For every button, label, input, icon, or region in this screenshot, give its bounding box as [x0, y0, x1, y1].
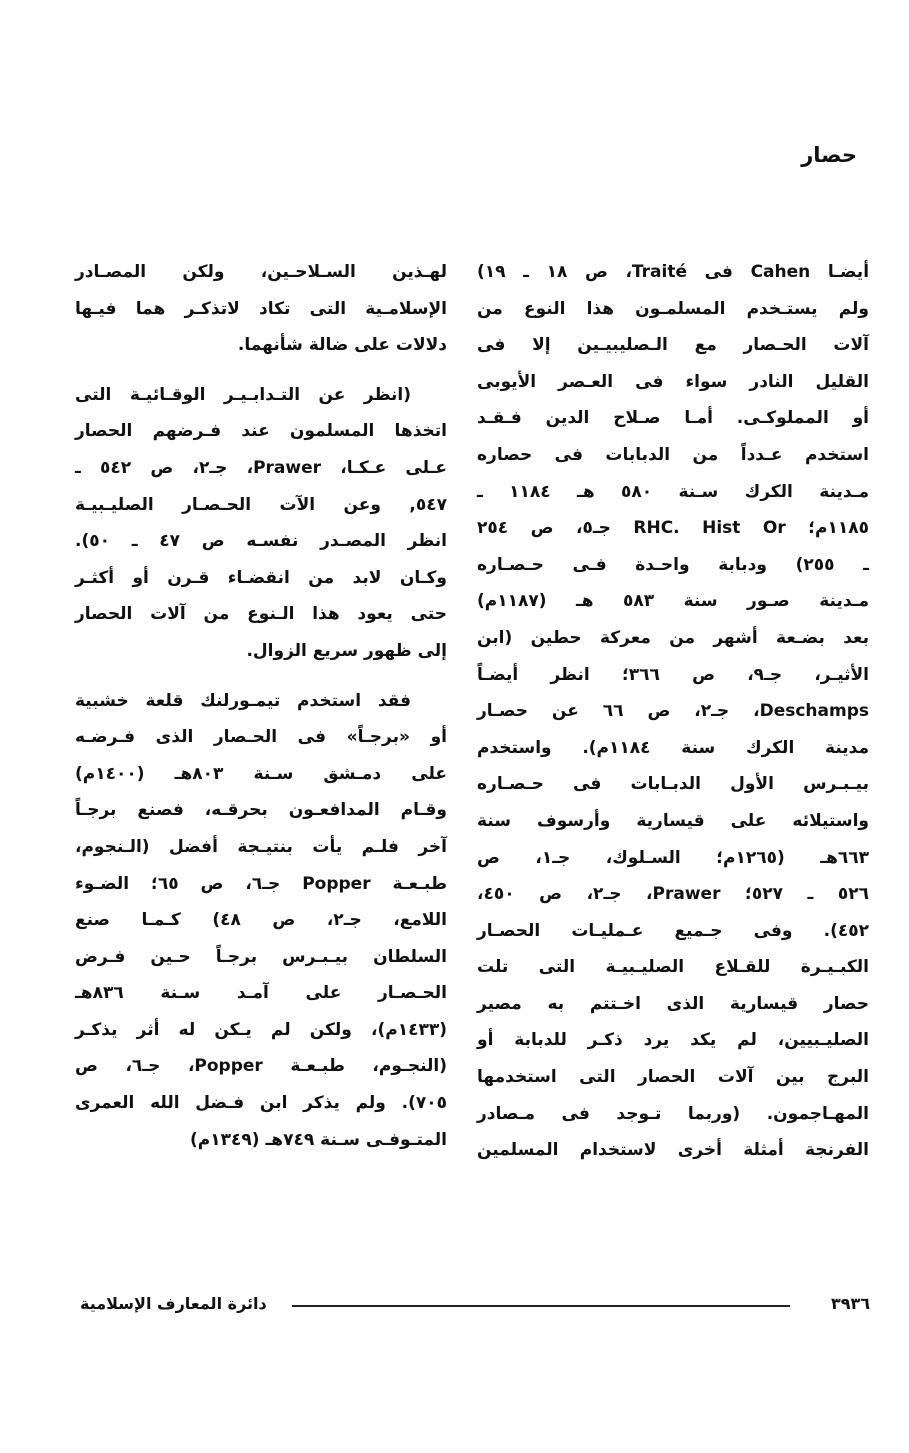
- right-column: [477, 257, 869, 1172]
- text-line: ٤٥٢). وفى جـميع عـمليـات الحصـار: [477, 920, 869, 941]
- text-line: إلى ظهور سريع الزوال.: [246, 640, 447, 661]
- text-line: أيضـا Cahen فى Traité، ص ١٨ ـ ١٩): [477, 262, 870, 282]
- text-line: لهـذين السـلاحـين، ولكن المصـادر: [75, 262, 447, 282]
- text-line: على دمـشق سـنة ٨٠٣هـ (١٤٠٠م): [75, 763, 447, 784]
- text-line: الكبـيـرة للقـلاع الصليـبيـة التى تلت: [477, 957, 869, 978]
- text-line: السلطان بيـبـرس برجـاً حـين فـرض: [75, 946, 447, 967]
- text-line: مـدينة صـور سنة ٥٨٣ هـ (١١٨٧م): [477, 591, 869, 612]
- text-line: استخدم عـدداً من الدبابات فى حصاره: [477, 444, 869, 465]
- page-footer: [80, 1292, 870, 1320]
- text-line: مدينة الكرك سنة ١١٨٤م). واستخدم: [477, 737, 869, 758]
- text-line: Deschamps، جـ٢، ص ٦٦ عن حصـار: [477, 701, 869, 722]
- text-line: بيـبـرس الأول الدبـابات فى حـصـاره: [477, 774, 869, 795]
- text-line: المتـوفـى سـنة ٧٤٩هـ (١٣٤٩م): [190, 1129, 447, 1150]
- text-line: ٦٦٣هـ (١٢٦٥م؛ السـلوك، جـ١، ص: [477, 847, 869, 868]
- text-line: ٧٠٥). ولم يذكر ابن فـضل الله العمرى: [75, 1093, 447, 1114]
- text-line: أو «برجـاً» فى الحـصار الذى فـرضـه: [75, 727, 447, 748]
- text-line: اتخذها المسلمون عند فـرضهم الحصار: [75, 421, 447, 442]
- text-line: انظر المصـدر نفسـه ص ٤٧ ـ ٥٠).: [75, 531, 447, 552]
- text-line: الفرنجة أمثلة أخرى لاستخدام المسلمين: [477, 1140, 869, 1161]
- text-line: وقـام المدافعـون بحرقـه، فصنع برجـاً: [75, 800, 447, 821]
- text-line: الأثيـر، جـ٩، ص ٣٦٦؛ انظر أيضـاً: [477, 664, 869, 685]
- text-line: عـلى عـكـا، Prawer، جـ٢، ص ٥٤٢ ـ: [75, 457, 447, 478]
- text-line: القليل النادر سواء فى العـصر الأيوبى: [477, 371, 869, 392]
- journal-title: دائرة المعارف الإسلامية: [80, 1294, 267, 1313]
- text-line: آخر فلـم يأت بنتيـجة أفضل (الـنجوم،: [75, 836, 447, 857]
- text-line: الحـصـار على آمـد سـنة ٨٣٦هـ: [75, 983, 447, 1004]
- left-column: [75, 257, 447, 1161]
- text-line: وكـان لابد من انقضـاء قـرن أو أكثـر: [75, 567, 447, 588]
- footer-rule: [292, 1305, 790, 1307]
- paragraph: [75, 686, 447, 1162]
- paragraph: [75, 257, 447, 367]
- text-line: طبـعـة Popper جـ٦، ص ٦٥؛ الضـوء: [75, 873, 447, 894]
- text-line: مـدينة الكرك سـنة ٥٨٠ هـ ١١٨٤ ـ: [477, 481, 870, 502]
- text-line: فقد استخدم تيمـورلنك قلعة خشبية: [75, 690, 411, 711]
- text-line: (انظر عن التـدابـيـر الوقـائيـة التى: [75, 384, 411, 405]
- text-line: ولم يستـخدم المسلمـون هذا النوع من: [477, 298, 869, 319]
- text-line: ٥٤٧, وعن الآت الحـصـار الصليـبيـة: [75, 494, 447, 515]
- text-line: (النجـوم، طبـعـة Popper، جـ٦، ص: [75, 1056, 447, 1077]
- text-line: أو المملوكـى. أمـا صـلاح الدين فـقـد: [477, 408, 869, 429]
- page-number: ٣٩٣٦: [830, 1294, 870, 1313]
- paragraph: [75, 380, 447, 673]
- text-line: دلالات على ضالة شأنهما.: [237, 335, 447, 356]
- text-line: ٥٢٦ ـ ٥٢٧؛ Prawer، جـ٢، ص ٤٥٠،: [477, 884, 870, 905]
- text-line: ١١٨٥م؛ RHC. Hist Or جـ٥، ص ٢٥٤: [477, 518, 869, 539]
- text-line: (١٤٣٣م)، ولكن لم يـكن له أثر يذكـر: [75, 1019, 447, 1040]
- text-line: ـ ٢٥٥) ودبابة واحـدة فـى حـصـاره: [477, 554, 869, 575]
- text-line: الصليـبيين، لم يكد يرد ذكـر للدبابة أو: [477, 1030, 869, 1051]
- text-line: المهـاجمون. (وربما تـوجد فى مـصادر: [477, 1103, 869, 1124]
- text-line: الإسلامـية التى تكاد لاتذكـر هما فيـها: [75, 298, 447, 319]
- text-line: حصار قيسارية الذى اخـتتم به مصير: [477, 993, 869, 1014]
- text-line: آلات الحـصار مع الـصليبيـين إلا فى: [477, 335, 869, 356]
- text-line: حتى يعود هذا الـنوع من آلات الحصار: [75, 604, 447, 625]
- text-line: اللامع، جـ٢، ص ٤٨) كـمـا صنع: [75, 910, 448, 931]
- text-line: واستيلائه على قيسارية وأرسوف سنة: [477, 810, 869, 831]
- text-line: بعد بضـعة أشهر من معركة حطين (ابن: [477, 627, 869, 648]
- running-header: حصار: [801, 143, 857, 167]
- text-line: البرج بين آلات الحصار التى استخدمها: [477, 1067, 869, 1088]
